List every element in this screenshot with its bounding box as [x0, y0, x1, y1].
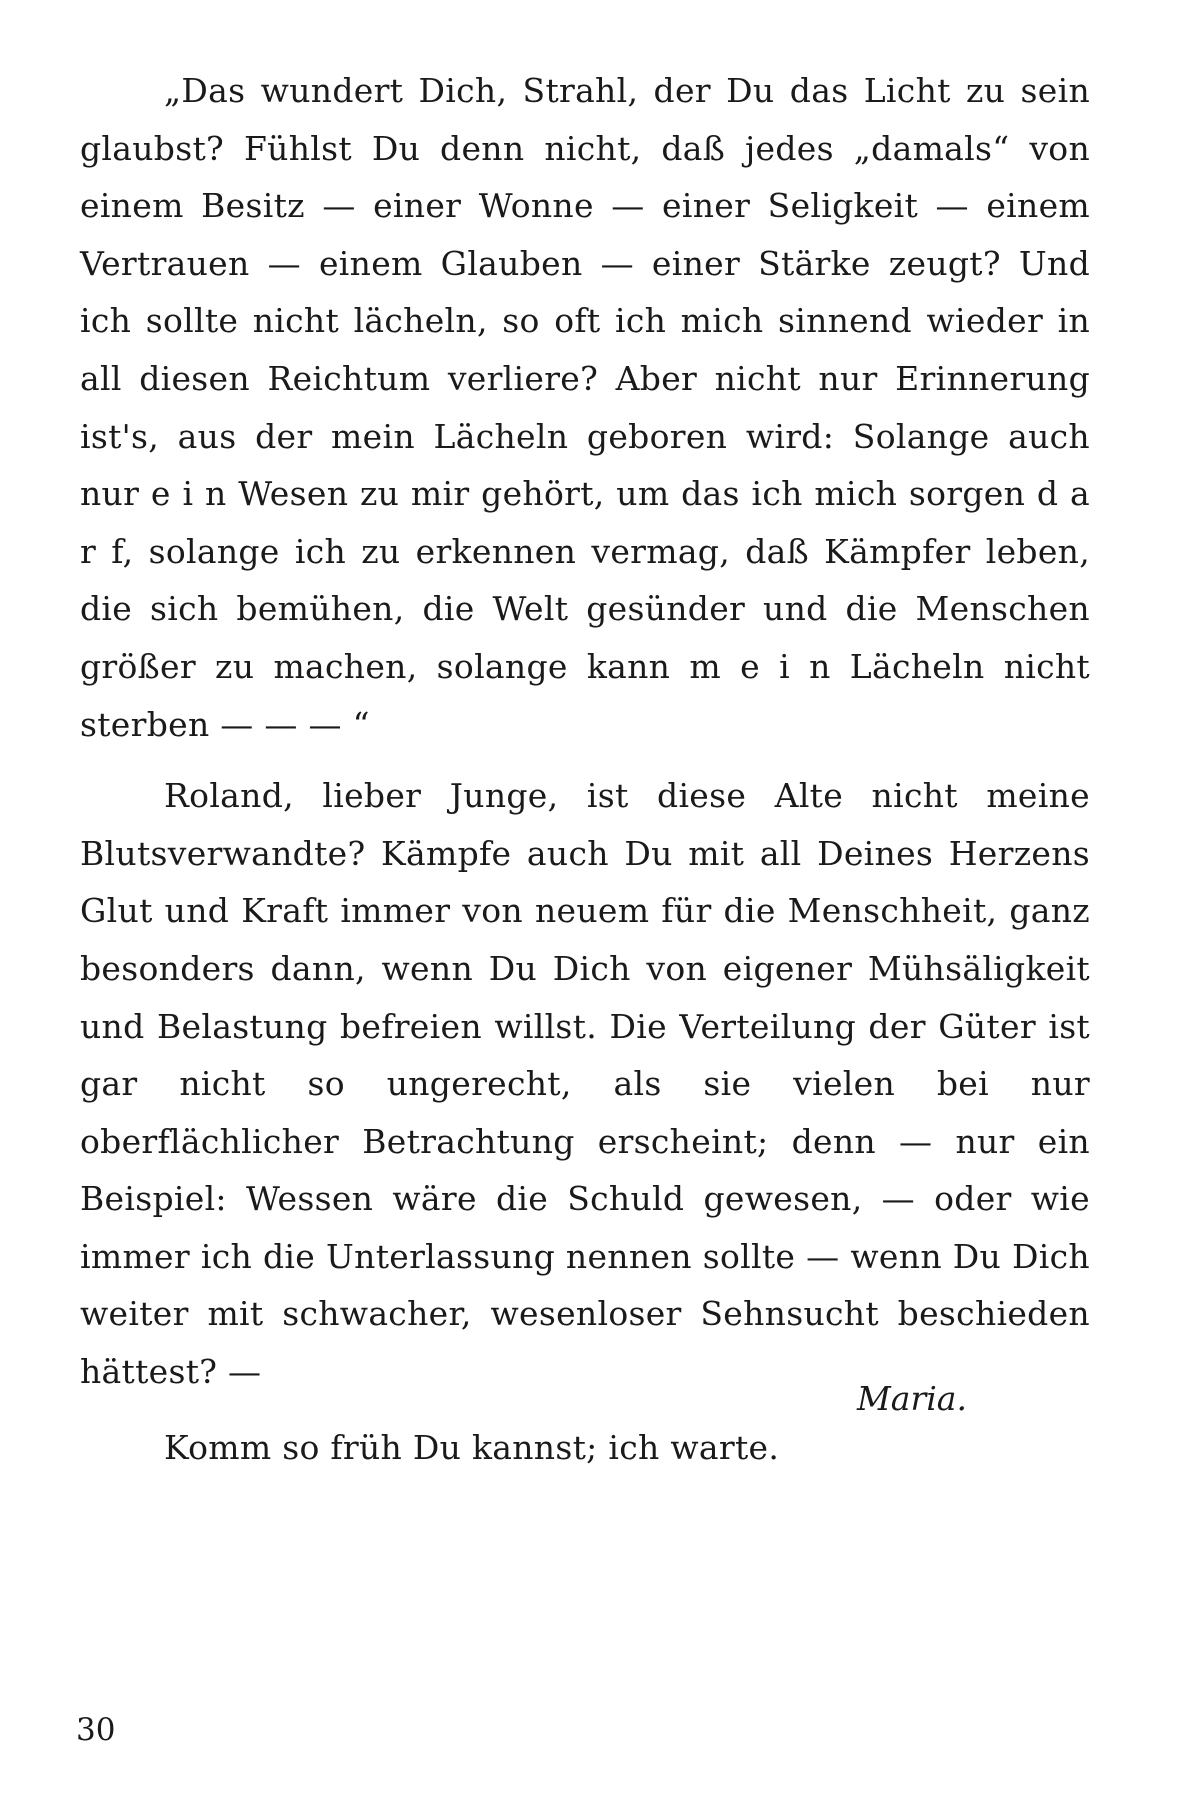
signature: Maria.: [857, 1379, 967, 1418]
body-text: [80, 62, 1090, 1476]
paragraph-roland: Roland, lieber Junge, ist diese Alte nicht meine Blutsverwandte? Kämpfe auch Du mit all Deines Herzens Glut und Kraft immer von neuem für die Menschheit, ganz besonders dann, wenn Du Dich von eigener Mühsäligkeit und Belastung befreien willst. Die Verteilung der Güter ist gar nicht so ungerecht, als sie vielen bei nur oberflächlicher Betrachtung erscheint; denn — nur ein Beispiel: Wessen wäre die Schuld gewesen, — oder wie immer ich die Unterlassung nennen sollte — wenn Du Dich weiter mit schwacher, wesenloser Sehnsucht beschieden hättest? —: [80, 776, 1090, 1392]
paragraph-quote: „Das wundert Dich, Strahl, der Du das Licht zu sein glaubst? Fühlst Du denn nicht, daß jedes „damals“ von einem Besitz — einer Wonne — einer Seligkeit — einem Vertrauen — einem Glauben — einer Stärke zeugt? Und ich sollte nicht lächeln, so oft ich mich sinnend wieder in all diesen Reichtum verliere? Aber nicht nur Erinnerung ist's, aus der mein Lächeln geboren wird: Solange auch nur e i n Wesen zu mir gehört, um das ich mich sorgen d a r f, solange ich zu erkennen vermag, daß Kämpfer leben, die sich bemühen, die Welt gesünder und die Menschen größer zu machen, solange kann m e i n Lächeln nicht sterben — — — “: [80, 71, 1090, 744]
page-number: 30: [76, 1712, 116, 1748]
paragraph-closing: Komm so früh Du kannst; ich warte.: [164, 1427, 780, 1467]
